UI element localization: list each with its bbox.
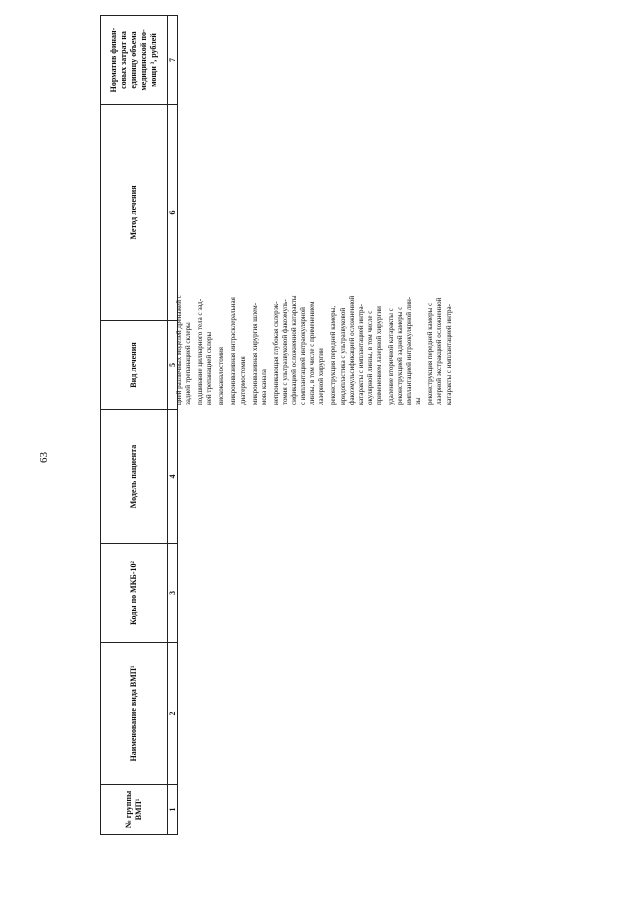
method-item: вискоканалостомия: [217, 346, 226, 405]
column-numbers-row: [168, 16, 178, 835]
header-group-number: № группы ВМП¹: [101, 785, 168, 835]
column-number: 6: [168, 105, 178, 321]
header-cost-norm: Норматив финан-совых затрат на единицу объема медицинской по-мощи ³, рублей: [101, 16, 168, 105]
header-treatment-method: Метод лечения: [101, 105, 168, 321]
column-number: 5: [168, 321, 178, 410]
header-icd10-codes: Коды по МКБ-10²: [101, 544, 168, 643]
column-number: 2: [168, 643, 178, 785]
column-number: 7: [168, 16, 178, 105]
column-number: 1: [168, 785, 178, 835]
method-item: реконструкция передней камеры, иридопластика с ультразвуковой факоэмульсификацией осложненной катаракты с имплантацией интра- окулярной линзы, в том числе с применением лазерной хирургии: [329, 295, 383, 405]
table-body-row: [178, 16, 569, 835]
method-item: цией различных моделей дренажей с задней трепанацией склеры: [175, 295, 193, 405]
vmp-table-rotated: [100, 27, 570, 835]
method-item: микроинвазивная хирургия шлем- мова канала: [250, 302, 268, 405]
method-item: микроинвазивная интрасклеральная диатермостомия: [229, 297, 247, 405]
method-item: подшивание цилиарного тела с зад- ней трепанацией склеры: [196, 298, 214, 405]
header-vmp-type-name: Наименование вида ВМП¹: [101, 643, 168, 785]
method-item: реконструкция передней камеры с лазерной экстракцией осложненной катаракты с имплантацией интра-: [426, 297, 453, 405]
method-item: непроникающая глубокая склерэк- томия с ультразвуковой факоэмуль- сификацией осложненной катаракты с имплантацией интраокулярной линзы, в том числе с применением лазерной хирургии: [271, 295, 326, 405]
header-patient-model: Модель пациента: [101, 410, 168, 544]
column-number: 3: [168, 544, 178, 643]
treatment-method-list: [175, 195, 457, 405]
header-treatment-type: Вид лечения: [101, 321, 168, 410]
vmp-table: [100, 15, 568, 835]
method-item: удаление вторичной катаракты с реконструкцией задней камеры с имплантацией интраокулярной лин- зы: [386, 296, 423, 405]
column-number: 4: [168, 410, 178, 544]
page-number: 63: [38, 452, 50, 463]
